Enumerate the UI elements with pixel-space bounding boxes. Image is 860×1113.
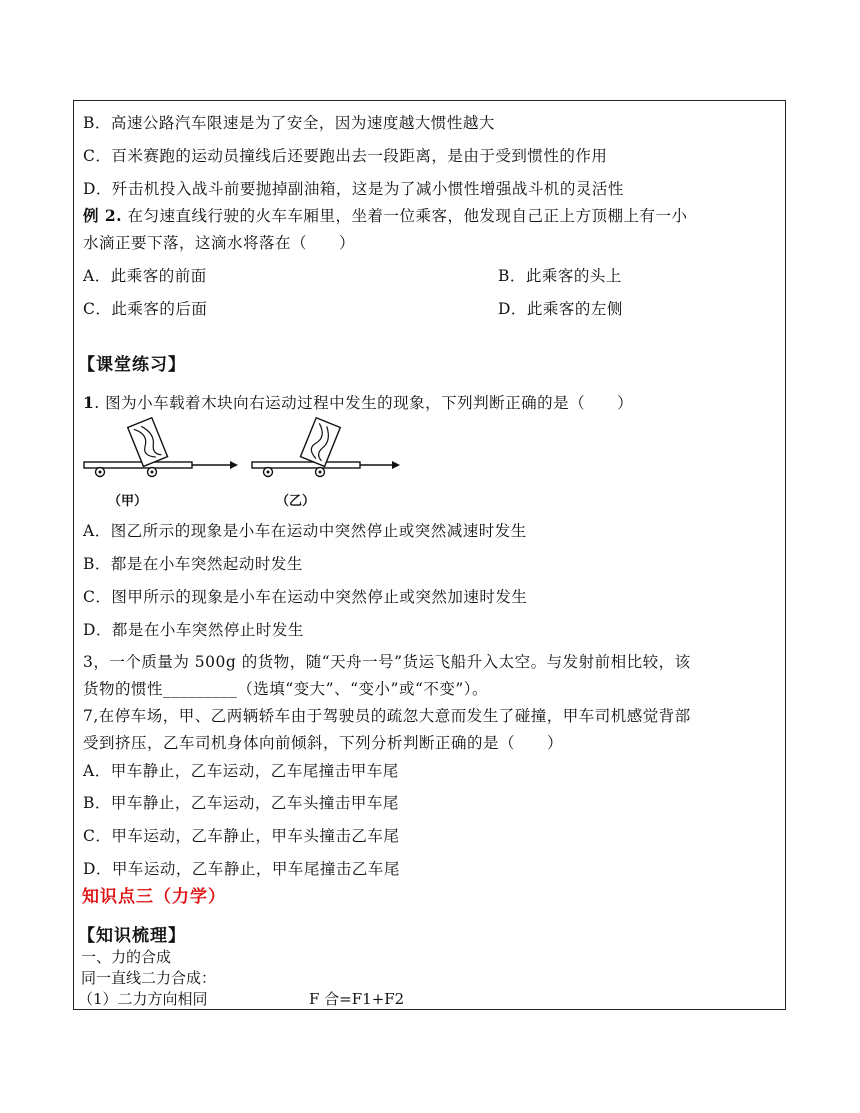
figure-label-left: （甲）	[108, 494, 148, 509]
example2-option-a: A．此乘客的前面	[83, 267, 207, 285]
q7-option-a: A．甲车静止，乙车运动，乙车尾撞击甲车尾	[83, 762, 399, 780]
collinear-forces-line: 同一直线二力合成：	[81, 969, 217, 987]
q3-line2: 货物的惯性_________（选填“变大”、“变小”或“不变”）。	[83, 680, 489, 698]
q7-option-b: B．甲车静止，乙车运动，乙车头撞击甲车尾	[83, 794, 399, 812]
example1-option-c: C．百米赛跑的运动员撞线后还要跑出去一段距离，是由于受到惯性的作用	[83, 147, 608, 165]
q1-text: . 图为小车载着木块向右运动过程中发生的现象，下列判断正确的是（ ）	[94, 394, 634, 412]
q1-option-b: B．都是在小车突然起动时发生	[83, 555, 303, 573]
q3-line1: 3，一个质量为 500g 的货物，随“天舟一号”货运飞船升入太空。与发射前相比较，该	[83, 653, 691, 671]
q7-line2: 受到挤压，乙车司机身体向前倾斜，下列分析判断正确的是（ ）	[83, 734, 564, 752]
example2-label: 例 2.	[83, 206, 123, 225]
practice-heading: 【课堂练习】	[78, 355, 186, 375]
example2-text-line2: 水滴正要下落，这滴水将落在（ ）	[83, 234, 356, 252]
cart-figure-left	[84, 418, 238, 477]
knowledge-review-heading: 【知识梳理】	[78, 926, 186, 946]
example2-question-line1	[83, 204, 688, 226]
block-right	[300, 418, 340, 467]
cart-figure-right	[252, 418, 400, 477]
q1-question	[83, 391, 633, 413]
example2-option-c: C．此乘客的后面	[83, 300, 208, 318]
resultant-formula: F 合=F1+F2	[309, 990, 405, 1008]
force-composition-heading: 一、力的合成	[81, 948, 172, 966]
q7-option-c: C．甲车运动，乙车静止，甲车头撞击乙车尾	[83, 827, 400, 845]
example2-option-b: B．此乘客的头上	[498, 267, 622, 285]
q1-option-c: C．图甲所示的现象是小车在运动中突然停止或突然加速时发生	[83, 588, 528, 606]
q1-option-d: D．都是在小车突然停止时发生	[83, 621, 304, 639]
figure-label-right: （乙）	[276, 494, 316, 509]
q7-line1: 7,在停车场，甲、乙两辆轿车由于驾驶员的疏忽大意而发生了碰撞，甲车司机感觉背部	[83, 707, 691, 725]
example2-text-line1: 在匀速直线行驶的火车车厢里，坐着一位乘客，他发现自己正上方顶棚上有一小	[122, 207, 688, 225]
q1-option-a: A．图乙所示的现象是小车在运动中突然停止或突然减速时发生	[83, 522, 527, 540]
q7-option-d: D．甲车运动，乙车静止，甲车尾撞击乙车尾	[83, 860, 400, 878]
block-left	[128, 418, 168, 467]
example1-option-d: D．歼击机投入战斗前要抛掉副油箱，这是为了减小惯性增强战斗机的灵活性	[83, 180, 624, 198]
knowledge3-title: 知识点三（力学）	[82, 887, 226, 907]
example2-option-d: D．此乘客的左侧	[498, 300, 623, 318]
same-direction-line: （1）二力方向相同	[78, 990, 208, 1008]
cart-figure	[80, 415, 410, 487]
q1-number: 1	[83, 393, 95, 412]
example1-option-b: B．高速公路汽车限速是为了安全，因为速度越大惯性越大	[83, 114, 495, 132]
